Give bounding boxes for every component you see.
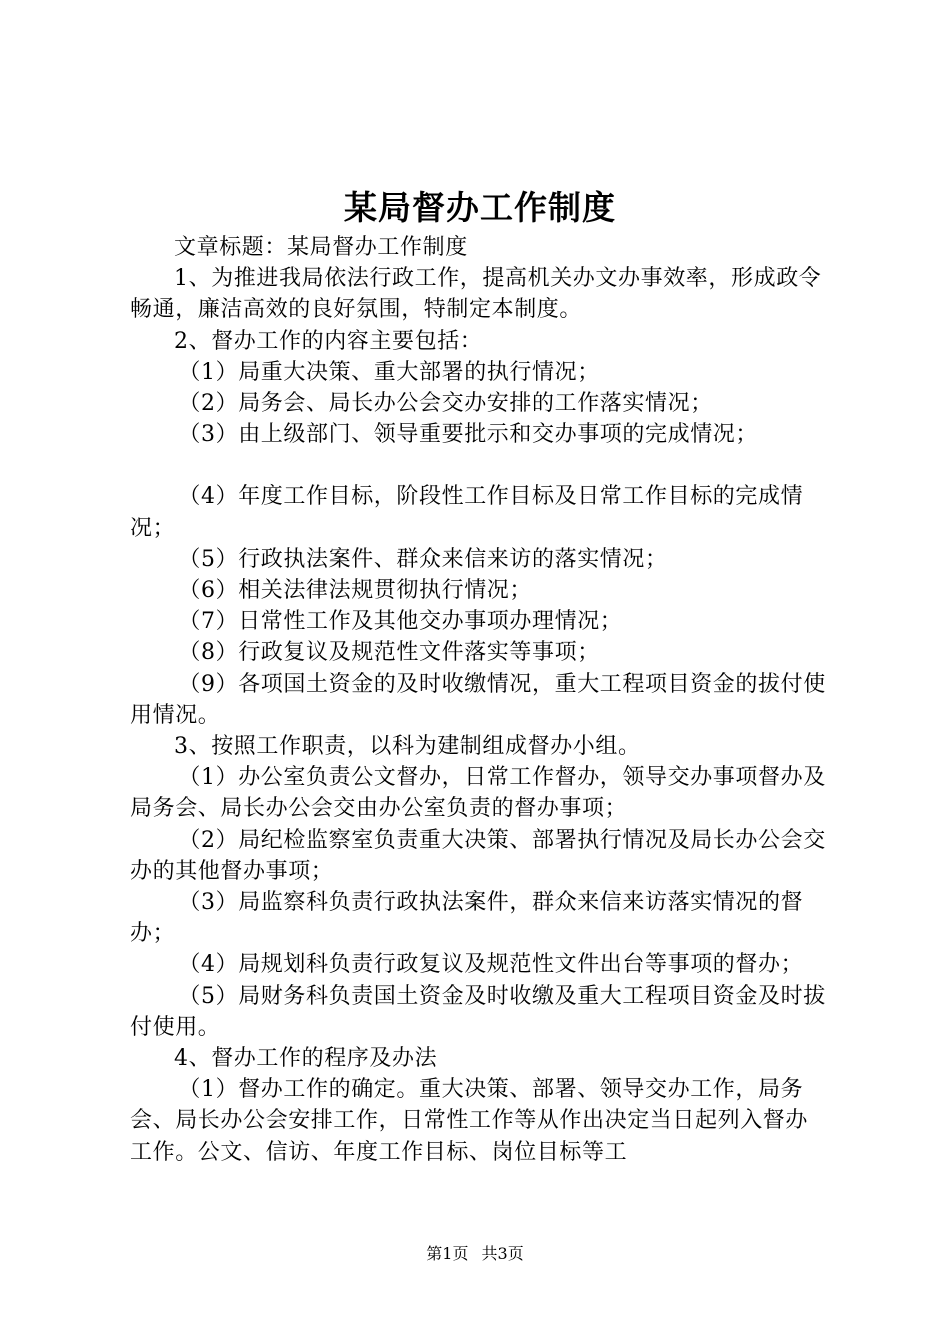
document-page [130,186,830,1168]
page-footer [0,1243,950,1265]
paragraph-3: 3、按照工作职责，以科为建制组成督办小组。 [174,734,641,760]
document-title: 某局督办工作制度 [344,188,616,227]
list-item: （9）各项国土资金的及时收缴情况，重大工程项目资金的拔付使用情况。 [130,671,826,728]
list-item: （5）行政执法案件、群众来信来访的落实情况； [178,546,668,572]
blank-line [130,450,830,481]
article-title-line: 文章标题：某局督办工作制度 [174,235,468,260]
list-item: （2）局务会、局长办公会交办安排的工作落实情况； [178,391,713,417]
list-item: （2）局纪检监察室负责重大决策、部署执行情况及局长办公会交办的其他督办事项； [130,827,826,884]
list-item: （3）局监察科负责行政执法案件，群众来信来访落实情况的督办； [130,890,804,947]
list-item: （8）行政复议及规范性文件落实等事项； [178,640,600,666]
page-total: 共3页 [481,1244,524,1263]
list-item: （1）局重大决策、重大部署的执行情况； [178,359,600,385]
list-item: （5）局财务科负责国土资金及时收缴及重大工程项目资金及时拔付使用。 [130,983,826,1040]
list-item: （1）办公室负责公文督办，日常工作督办，领导交办事项督办及局务会、局长办公会交由办公室负责的督办事项； [130,765,826,822]
list-item: （4）局规划科负责行政复议及规范性文件出台等事项的督办； [178,952,804,978]
list-item: （6）相关法律法规贯彻执行情况； [178,578,532,604]
paragraph-4: 4、督办工作的程序及办法 [174,1046,438,1072]
list-item: （3）由上级部门、领导重要批示和交办事项的完成情况； [178,422,758,448]
list-item: （4）年度工作目标，阶段性工作目标及日常工作目标的完成情况； [130,484,804,541]
list-item: （1）督办工作的确定。重大决策、部署、领导交办工作，局务会、局长办公会安排工作，日常性工作等从作出决定当日起列入督办工作。公文、信访、年度工作目标、岗位目标等工 [130,1077,809,1165]
page-number: 第1页 [426,1244,469,1263]
list-item: （7）日常性工作及其他交办事项办理情况； [178,609,623,635]
paragraph-1: 1、为推进我局依法行政工作，提高机关办文办事效率，形成政令畅通，廉洁高效的良好氛围，特制定本制度。 [130,266,822,323]
paragraph-2: 2、督办工作的内容主要包括： [174,328,483,354]
